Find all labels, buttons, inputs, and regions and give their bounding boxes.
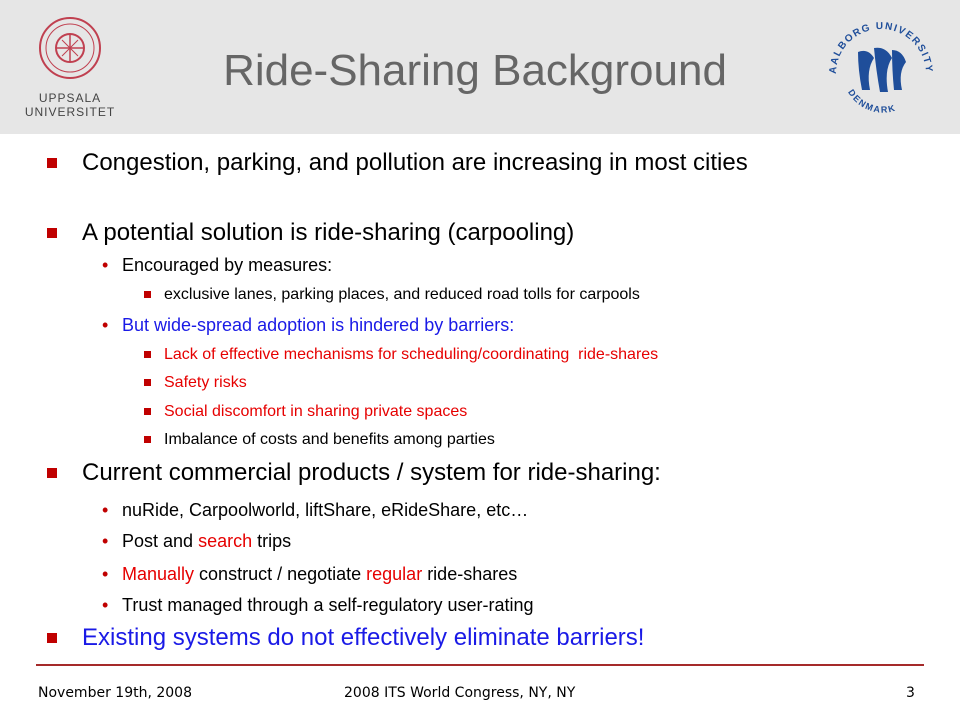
sub-bullet-manually-construct bbox=[102, 563, 518, 585]
bullet-congestion bbox=[82, 150, 882, 176]
square-bullet-icon bbox=[47, 468, 57, 478]
uppsala-name-line2: UNIVERSITET bbox=[24, 105, 116, 119]
square-bullet-icon bbox=[47, 633, 57, 643]
sub-bullet-encouraged bbox=[102, 254, 333, 276]
bullet-text: Lack of effective mechanisms for scheduling/coordinating ride-shares bbox=[164, 346, 659, 363]
bullet-text: But wide-spread adoption is hindered by barriers: bbox=[122, 315, 515, 335]
bullet-text: Safety risks bbox=[164, 374, 247, 391]
bullet-text: trips bbox=[252, 531, 292, 551]
bullet-text: Congestion, parking, and pollution are increasing in most cities bbox=[82, 149, 748, 176]
footer-divider bbox=[36, 664, 924, 666]
subsub-bullet-social-discomfort bbox=[164, 402, 467, 422]
square-bullet-icon bbox=[47, 228, 57, 238]
dot-bullet-icon: • bbox=[102, 531, 109, 551]
aalborg-logo bbox=[822, 8, 940, 126]
square-bullet-icon bbox=[144, 436, 151, 443]
aalborg-country-text: DENMARK bbox=[846, 87, 898, 115]
highlight-text: regular bbox=[366, 564, 423, 584]
bullet-text: Imbalance of costs and benefits among parties bbox=[164, 431, 495, 448]
aalborg-seal-icon bbox=[822, 8, 940, 126]
bullet-existing-systems bbox=[82, 625, 644, 651]
subsub-bullet-measures bbox=[164, 285, 640, 305]
highlight-text: search bbox=[198, 531, 253, 551]
bullet-commercial-products bbox=[82, 460, 661, 486]
bullet-text: Trust managed through a self-regulatory user-rating bbox=[122, 595, 534, 615]
uppsala-logo bbox=[20, 14, 120, 119]
sub-bullet-barriers bbox=[102, 314, 515, 336]
footer-event: 2008 ITS World Congress, NY, NY bbox=[344, 685, 576, 701]
bullet-text: nuRide, Carpoolworld, liftShare, eRideShare, etc… bbox=[122, 500, 529, 520]
sub-bullet-trust bbox=[102, 594, 534, 616]
dot-bullet-icon: • bbox=[102, 564, 109, 584]
subsub-bullet-lack-mechanisms bbox=[164, 345, 658, 365]
footer-date: November 19th, 2008 bbox=[38, 685, 192, 701]
dot-bullet-icon: • bbox=[102, 255, 109, 275]
footer-page-number: 3 bbox=[906, 685, 915, 701]
uppsala-seal-icon bbox=[20, 14, 120, 86]
aalborg-name-text: AALBORG UNIVERSITY bbox=[827, 20, 935, 75]
dot-bullet-icon: • bbox=[102, 595, 109, 615]
dot-bullet-icon: • bbox=[102, 315, 109, 335]
bullet-text: Current commercial products / system for ride-sharing: bbox=[82, 459, 661, 486]
bullet-text: exclusive lanes, parking places, and reduced road tolls for carpools bbox=[164, 286, 640, 303]
bullet-text: A potential solution is ride-sharing (carpooling) bbox=[82, 219, 575, 246]
bullet-text: ride-shares bbox=[422, 564, 518, 584]
bullet-ridesharing-solution bbox=[82, 220, 574, 246]
dot-bullet-icon: • bbox=[102, 500, 109, 520]
square-bullet-icon bbox=[144, 351, 151, 358]
square-bullet-icon bbox=[47, 158, 57, 168]
bullet-text: Social discomfort in sharing private spaces bbox=[164, 403, 468, 420]
square-bullet-icon bbox=[144, 291, 151, 298]
square-bullet-icon bbox=[144, 379, 151, 386]
sub-bullet-products-list bbox=[102, 499, 529, 521]
square-bullet-icon bbox=[144, 408, 151, 415]
bullet-text: construct / negotiate bbox=[194, 564, 367, 584]
svg-text:DENMARK bbox=[846, 88, 897, 115]
uppsala-name-line1: UPPSALA bbox=[38, 91, 102, 105]
slide-title: Ride-Sharing Background bbox=[223, 46, 727, 95]
bullet-text: Post and bbox=[122, 531, 199, 551]
highlight-text: Manually bbox=[122, 564, 195, 584]
subsub-bullet-safety bbox=[164, 373, 247, 393]
subsub-bullet-imbalance bbox=[164, 430, 495, 450]
sub-bullet-post-search bbox=[102, 530, 292, 552]
bullet-text: Encouraged by measures: bbox=[122, 255, 333, 275]
bullet-text: Existing systems do not effectively eliminate barriers! bbox=[82, 624, 645, 651]
